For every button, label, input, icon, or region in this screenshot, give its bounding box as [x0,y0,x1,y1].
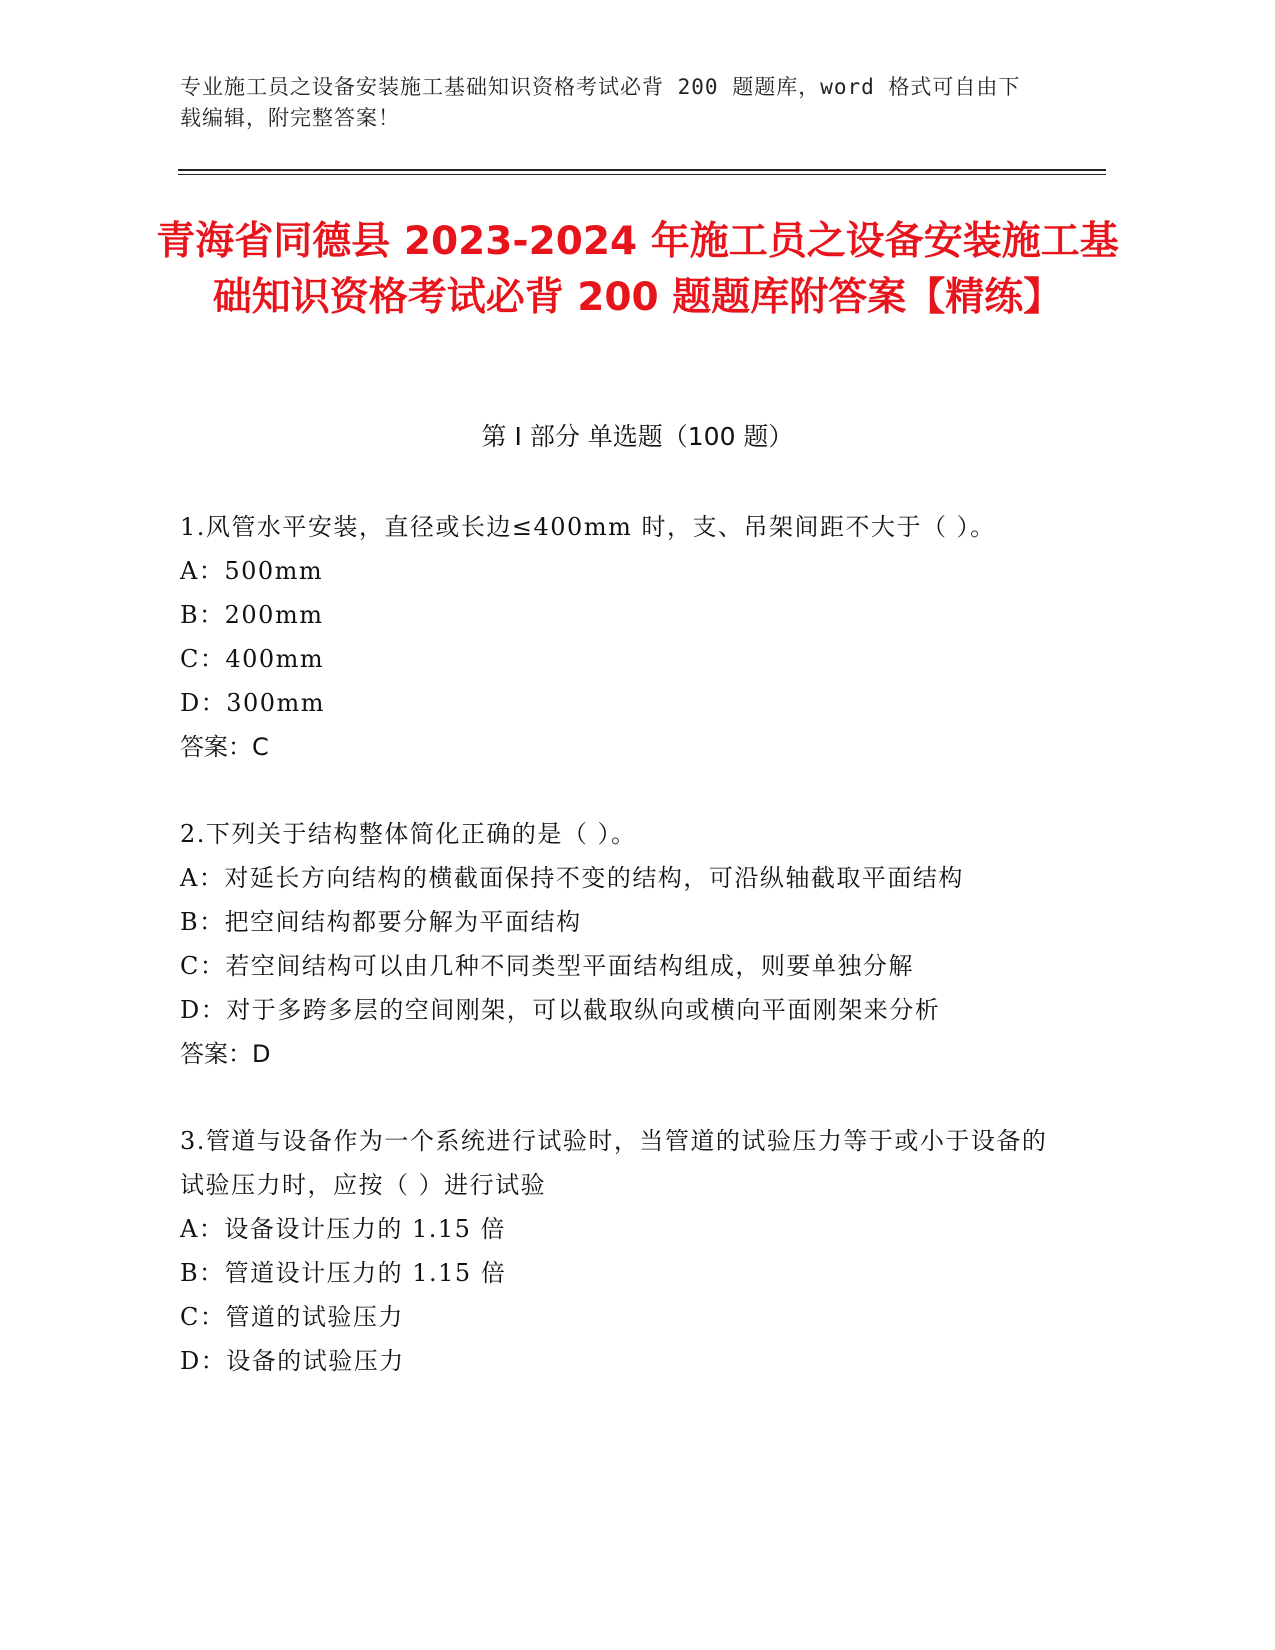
option-c: C：管道的试验压力 [180,1303,404,1331]
answer: 答案：D [180,1040,271,1068]
option-d: D：对于多跨多层的空间刚架，可以截取纵向或横向平面刚架来分析 [180,996,941,1024]
option-d: D：300mm [180,689,326,717]
document-title: 青海省同德县 2023-2024 年施工员之设备安装施工基础知识资格考试必背 200 题题库附答案【精练】 [156,219,1119,320]
header-divider-thick [178,169,1106,171]
option-c: C：400mm [180,645,325,673]
header-divider-thin [178,174,1106,175]
option-b: B：把空间结构都要分解为平面结构 [180,908,582,936]
option-a: A：对延长方向结构的横截面保持不变的结构，可沿纵轴截取平面结构 [180,864,964,892]
option-a: A：500mm [180,557,324,585]
question-3 [180,1119,1060,1383]
question-2 [180,812,1060,1076]
option-b: B：管道设计压力的 1.15 倍 [180,1259,507,1287]
question-stem: 1.风管水平安装，直径或长边≤400mm 时，支、吊架间距不大于（ ）。 [180,513,996,541]
option-c: C：若空间结构可以由几种不同类型平面结构组成，则要单独分解 [180,952,914,980]
question-1 [180,505,1060,769]
question-stem: 2.下列关于结构整体简化正确的是（ ）。 [180,820,637,848]
option-d: D：设备的试验压力 [180,1347,405,1375]
question-list [180,505,1060,1426]
answer: 答案：C [180,733,269,761]
header-note: 专业施工员之设备安装施工基础知识资格考试必背 200 题题库，word 格式可自由下载编辑，附完整答案！ [180,75,1021,130]
question-stem: 3.管道与设备作为一个系统进行试验时，当管道的试验压力等于或小于设备的试验压力时，应按（ ）进行试验 [180,1127,1048,1199]
section-title: 第 I 部分 单选题（100 题） [481,422,794,451]
option-a: A：设备设计压力的 1.15 倍 [180,1215,507,1243]
option-b: B：200mm [180,601,324,629]
